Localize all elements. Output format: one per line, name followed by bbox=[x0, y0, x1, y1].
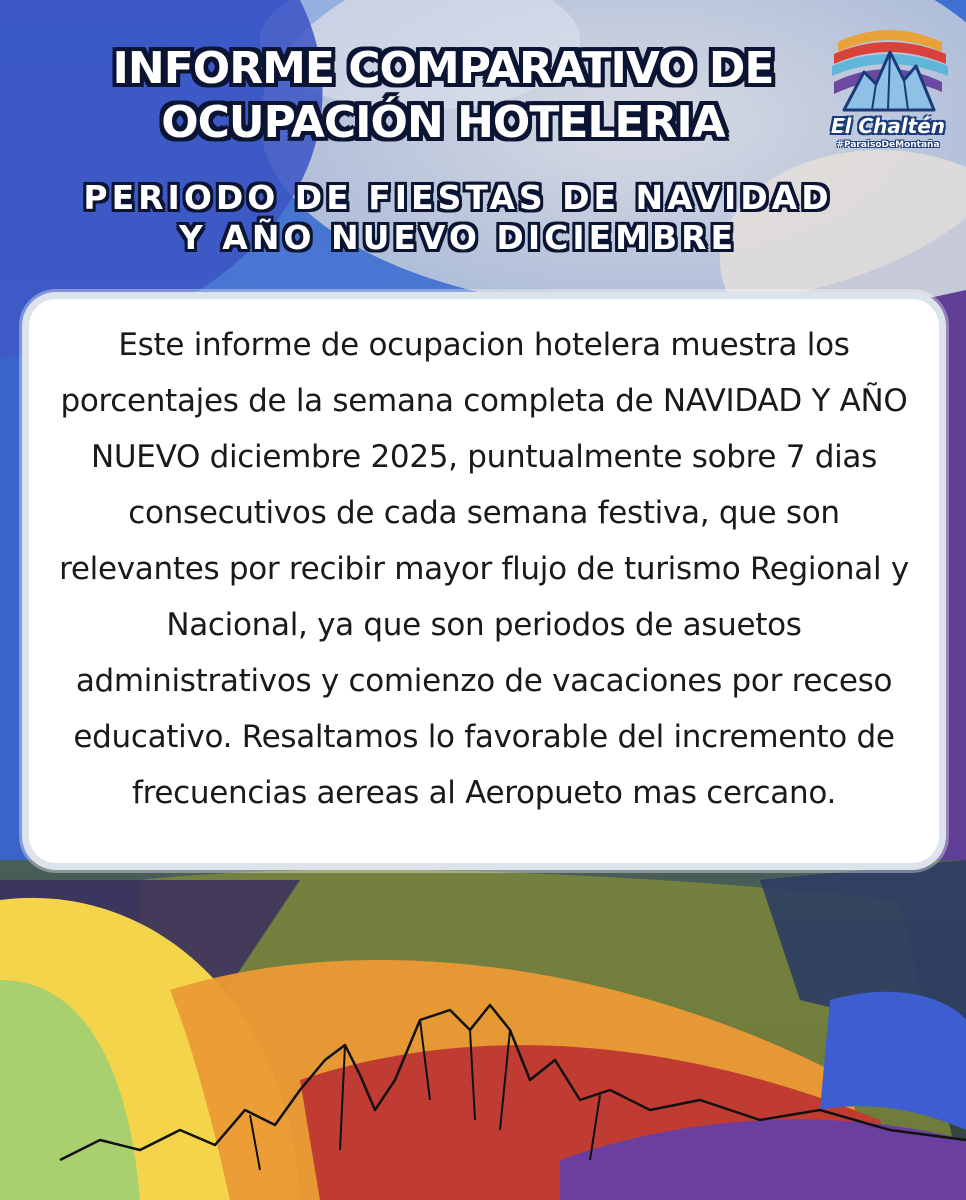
info-paragraph: Este informe de ocupacion hotelera muestra los porcentajes de la semana completa de NAVIDAD Y AÑO NUEVO diciembre 2025, puntualmente sobre 7 dias consecutivos de cada semana festiva, que son relevantes por recibir mayor flujo de turismo Regional y Nacional, ya que son periodos de asuetos administrativos y comienzo de vacaciones por receso educativo. Resaltamos lo favorable del incremento de frecuencias aereas al Aeropueto mas cercano. bbox=[59, 327, 909, 811]
info-card bbox=[22, 292, 946, 870]
page-subtitle-line1: PERIODO DE FIESTAS DE NAVIDAD bbox=[83, 178, 833, 217]
page-title-line1: INFORME COMPARATIVO DE bbox=[112, 43, 774, 94]
logo-tagline: #ParaisoDeMontaña bbox=[836, 140, 940, 150]
page-subtitle-line2: Y AÑO NUEVO DICIEMBRE bbox=[178, 218, 738, 257]
el-chalten-logo bbox=[824, 22, 952, 162]
mountain-logo-icon bbox=[824, 22, 952, 118]
logo-name: El Chaltén bbox=[830, 114, 946, 138]
page-title-line2: OCUPACIÓN HOTELERIA bbox=[161, 97, 725, 148]
